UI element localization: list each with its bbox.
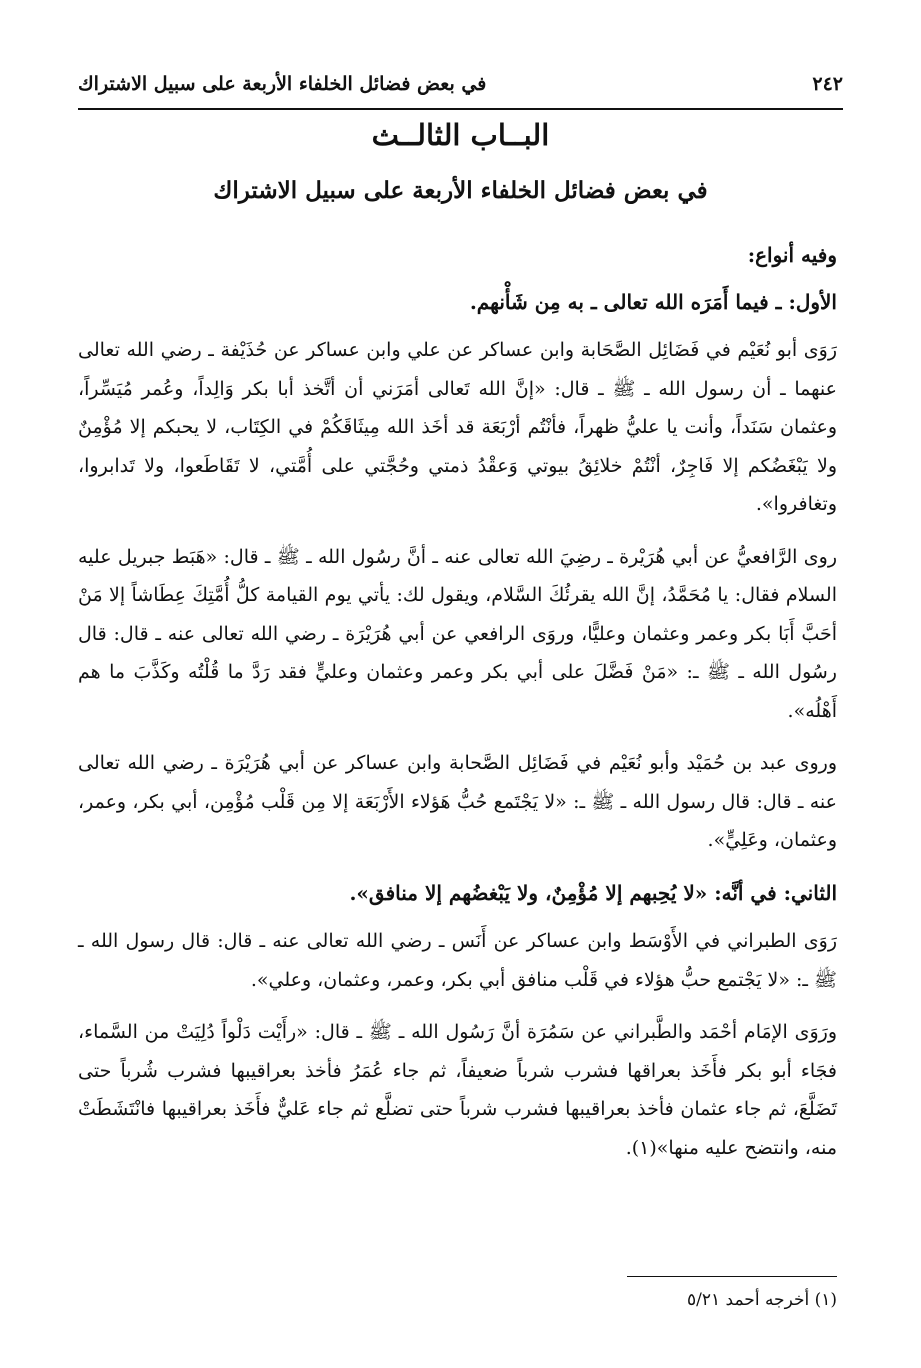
- paragraph: روى الرَّافعيُّ عن أبي هُرَيْرة ـ رضِيَ الله تعالى عنه ـ أنَّ رسُول الله ـ ﷺ ـ قال: «هَبَط جبريل عليه السلام فقال: يا مُحَمَّدُ، إنَّ الله يقرئُكَ السَّلام، ويقول لك: يأتي يوم القيامة كلُّ أُمَّتِكَ عِطَاشاً إلا مَنْ أحَبَّ أَبَا بكر وعمر وعثمان وعليًّا، وروَى الرافعي عن أبي هُرَيْرَة ـ رضي الله تعالى عنه ـ قال: قال رسُول الله ـ ﷺ ـ: «مَنْ فَضَّلَ على أبي بكر وعمر وعثمان وعليٍّ فقد رَدَّ ما قُلْتُه وكَذَّبَ ما هم أَهْلُه».: [78, 545, 837, 722]
- section-heading-first: الأول: ـ فيما أَمَرَه الله تعالى ـ به مِن شَأْنهم.: [469, 289, 837, 314]
- header-divider: [78, 108, 843, 110]
- running-title: في بعض فضائل الخلفاء الأربعة على سبيل الاشتراك: [78, 73, 487, 95]
- chapter-title: البــاب الثالــث: [371, 118, 550, 152]
- intro-line: وفيه أنواع:: [747, 243, 837, 267]
- page-number: ٢٤٢: [812, 73, 843, 95]
- footnote: (١) أخرجه أحمد ٥/٢١: [687, 1290, 837, 1310]
- footnote-divider: [627, 1276, 837, 1277]
- body-text: [78, 236, 837, 1181]
- chapter-subtitle: في بعض فضائل الخلفاء الأربعة على سبيل الاشتراك: [213, 177, 708, 204]
- paragraph: وروى عبد بن حُمَيْد وأبو نُعَيْم في فَضَائِل الصَّحابة وابن عساكر عن أبي هُرَيْرَة ـ رضي الله تعالى عنه ـ قال: قال رسول الله ـ ﷺ ـ: «لا يَجْتَمع حُبُّ هَؤلاء الأَرْبَعَة إلا مِن قَلْب مُؤْمِن، أبي بكر، وعمر، وعثمان، وعَلِيٍّ».: [78, 752, 837, 851]
- running-header: [78, 64, 843, 104]
- paragraph: ورَوَى الإمَام أحْمَد والطَّبراني عن سَمُرَة أنَّ رَسُول الله ـ ﷺ ـ قال: «رأَيْت دَلْواً دُلِيَتْ من السَّماء، فجَاء أبو بكر فأَخَذ بعراقها فشرب شرباً ضعيفاً، ثم جاء عُمَرُ فأخذ بعراقيبها فشرب شُرباً حتى تَضَلَّعَ، ثم جاء عثمان فأخذ بعراقيبها فشرب شرباً حتى تضلَّع ثم جاء عَليٌّ فأَخَذ بعراقيبها فانْتَشَطَتْ منه، وانتضح عليه منها»(١).: [78, 1021, 837, 1159]
- paragraph: رَوَى الطبراني في الأَوْسَط وابن عساكر عن أَنَس ـ رضي الله تعالى عنه ـ قال: قال رسول الله ـ ﷺ ـ: «لا يَجْتمع حبُّ هؤلاء في قَلْب منافق أبي بكر، وعمر، وعثمان، وعلي».: [78, 930, 837, 991]
- section-heading-second: الثاني: في أنَّه: «لا يُحِبهم إلا مُؤْمِنٌ، ولا يَبْغضُهم إلا منافق».: [349, 880, 837, 905]
- paragraph: رَوَى أبو نُعَيْم في فَضَائِل الصَّحَابة وابن عساكر عن علي وابن عساكر عن حُذَيْفة ـ رضي الله تعالى عنهما ـ أن رسول الله ـ ﷺ ـ قال: «إنَّ الله تَعالى أمَرَني أن أتَّخذ أبا بكر وَالِداً، وعُمر مُيَسِّراً، وعثمان سَنَداً، وأنت يا عليُّ ظهراً، فأنْتُم أرْبَعَة قد أخَذ الله مِيثَاقَكُمْ في الكِتَاب، لا يحبكم إلا مُؤْمِنٌ ولا يَبْغَضُكم إلا فَاجِرٌ، أنْتُمْ خلائِقُ بيوتي وَعقْدُ ذمتي وحُجَّتي على أُمَّتي، لا تَقَاطَعوا، ولا تَدابروا، وتغافروا».: [78, 339, 837, 515]
